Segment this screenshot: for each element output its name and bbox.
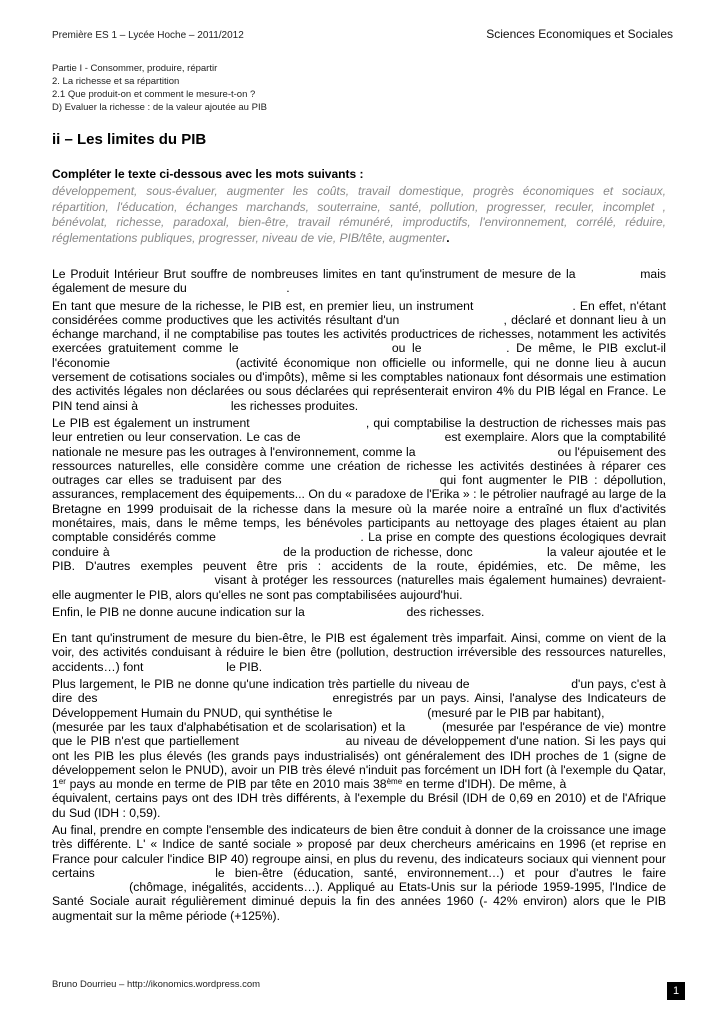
breadcrumb [52,62,267,114]
text-segment: visant à protéger les ressources (naturelles mais également humaines) devraient-elle augmenter le PIB, alors qu'elles ne sont pas comptabilisées aujourd'hui. [52,573,666,602]
text-segment: Plus largement, le PIB ne donne qu'une indication très partielle du niveau de [52,677,470,692]
text-segment: (chômage, inégalités, accidents…). Appliqué au Etats-Unis sur la période 1959-1995, l'Indice de Santé Sociale aurait régulièrement diminué depuis la fin des années 1960 (- 42% environ) alors que le PIB augmentait sur la même période (+125%). [52,880,666,923]
word-bank-end: . [446,230,450,245]
header-subject: Sciences Economiques et Sociales [486,27,673,41]
text-segment: , qui comptabilise la destruction de richesses mais pas leur entretien ou leur conservation. Le cas de [52,415,667,445]
paragraph-conclusion [52,823,666,923]
footer-author: Bruno Dourrieu – http://ikonomics.wordpress.com [52,979,261,990]
breadcrumb-item: 2.1 Que produit-on et comment le mesure-t-on ? [52,89,256,100]
text-segment: Le Produit Intérieur Brut souffre de nombreuses limites en tant qu'instrument de mesure de la [52,267,576,281]
text-segment: est exemplaire. Alors que la comptabilité nationale ne mesure pas les outrages à l'environnement, comme la [52,430,667,459]
breadcrumb-item: 2. La richesse et sa répartition [52,76,180,87]
breadcrumb-item: D) Evaluer la richesse : de la valeur ajoutée au PIB [52,102,267,113]
paragraph-environment [52,416,666,602]
text-segment: des richesses. [406,604,485,619]
text-segment: le PIB. [226,659,263,674]
page-number: 1 [667,982,685,1000]
superscript: er [58,777,66,787]
breadcrumb-item: Partie I - Consommer, produire, répartir [52,63,218,74]
text-segment: . De même, le PIB exclut-il l'économie [52,341,666,370]
text-segment: la valeur ajoutée et le PIB. D'autres exemples peuvent être pris : accidents de la route, épidémies, etc. De même, les [52,544,667,573]
text-segment: Au final, prendre en compte l'ensemble des indicateurs de bien être conduit à donner de la croissance une image très différente. L' « Indice de santé sociale » proposé par deux chercheurs américains en 1996 (et reprise en France pour calculer l'indice BIP 40) regroupe ainsi, en plus du revenu, des indicateurs sociaux qui viennent pour certains [52,822,666,880]
text-segment: le bien-être (éducation, santé, environnement…) et pour d'autres le faire [215,865,667,880]
text-segment: (activité économique non officielle ou informelle, qui ne donne lieu à aucun versement de cotisations sociales ou d'impôts), même si les comptables nationaux font désormais une estimation des activités légales non déclarées ou sous déclarées qui représenterait environ 4% du PIB légal en France. Le PIN tend ainsi à [52,355,666,413]
text-segment: (mesurée par les taux d'alphabétisation et de scolarisation) et la [52,719,406,734]
text-segment: . La prise en compte des questions écologiques devrait conduire à [52,530,667,559]
text-segment: , déclaré et donnant lieu à un échange marchand, il ne comptabilise pas toutes les activités productrices de richesses, notamment les activités exercées gratuitement comme le [52,312,667,356]
text-segment: qui font augmenter le PIB : dépollution, assurances, remplacement des équipements... On du « paradoxe de l'Erika » : le pétrolier naufragé au large de la Bretagne en 1999 produisait de la richesse dans la mesure où la marée noire a entraîné un flux d'activités monétaires, mais, dans le même temps, les bénévoles participants au nettoyage des plages étaient au plan comptable considérés comme [52,473,666,545]
text-segment: équivalent, certains pays ont des IDH très différents, à l'exemple du Brésil (IDH de 0,69 en 2010) et de l'Afrique du Sud (IDH : 0,59). [52,791,666,820]
word-bank-list: développement, sous-évaluer, augmenter les coûts, travail domestique, progrès économiques et sociaux, répartition, l'éducation, échanges marchands, souterraine, santé, pollution, progresser, reculer, incomplet , bénévolat, richesse, paradoxal, bien-être, travail rémunéré, improductifs, l'environnement, corrélé, réduire, réglementations publiques, progresser, niveau de vie, PIB/tête, augmenter [52,184,666,245]
paragraph-wellbeing [52,631,666,674]
header-course-info: Première ES 1 – Lycée Hoche – 2011/2012 [52,30,244,41]
text-segment: au niveau de développement d'une nation. Si les pays qui ont les PIB les plus élevés (les grands pays industrialisés) ont généralement des IDH proches de 1 (signe de développement selon le PNUD), avoir un PIB très élevé n'induit pas forcément un IDH fort (à l'exemple du Qatar, 1 [52,734,666,792]
paragraph-distribution [52,605,666,619]
exercise-instructions: Compléter le texte ci-dessous avec les mots suivants : [52,167,364,181]
word-bank [52,184,666,246]
text-segment: mais également de mesure du [52,267,666,296]
text-segment: En tant que mesure de la richesse, le PIB est, en premier lieu, un instrument [52,298,474,313]
section-title: ii – Les limites du PIB [52,131,207,148]
text-segment: . [286,281,290,296]
exercise-text [52,267,666,926]
text-segment: de la production de richesse, donc [283,544,473,559]
text-segment: d'un pays, c'est à dire des [52,677,667,706]
text-segment: . En effet, n'étant considérées comme productives que les activités résultant d'un [52,298,666,327]
paragraph-wealth [52,299,666,413]
text-segment: (mesurée par l'espérance de vie) montre que le PIB n'est que partiellement [52,719,667,749]
superscript: ème [386,777,403,787]
text-segment: les richesses produites. [230,398,359,413]
paragraph-development [52,677,666,820]
paragraph-intro [52,267,666,296]
text-segment: ou le [391,341,422,356]
text-segment: enregistrés par un pays. Ainsi, l'analyse des Indicateurs de Développement Humain du PNUD, qui synthétise le [52,691,666,720]
text-segment: ou l'épuisement des ressources naturelles, elle considère comme une création de richesse les activités destinées à réparer ces outrages car elles se traduisent par des [52,444,667,488]
text-segment: (mesuré par le PIB par habitant), [427,705,605,720]
text-segment: Le PIB est également un instrument [52,415,250,430]
text-segment: En tant qu'instrument de mesure du bien-être, le PIB est également très imparfait. Ainsi, comme on vient de la voir, des activités conduisant à réduire le bien être (pollution, destruction irréversible des ressources naturelles, accidents…) font [52,631,666,674]
text-segment: Enfin, le PIB ne donne aucune indication sur la [52,604,305,619]
text-segment: pays au monde en terme de PIB par tête en 2010 mais 38 [65,777,387,792]
text-segment: en terme d'IDH). De même, à [402,777,567,792]
